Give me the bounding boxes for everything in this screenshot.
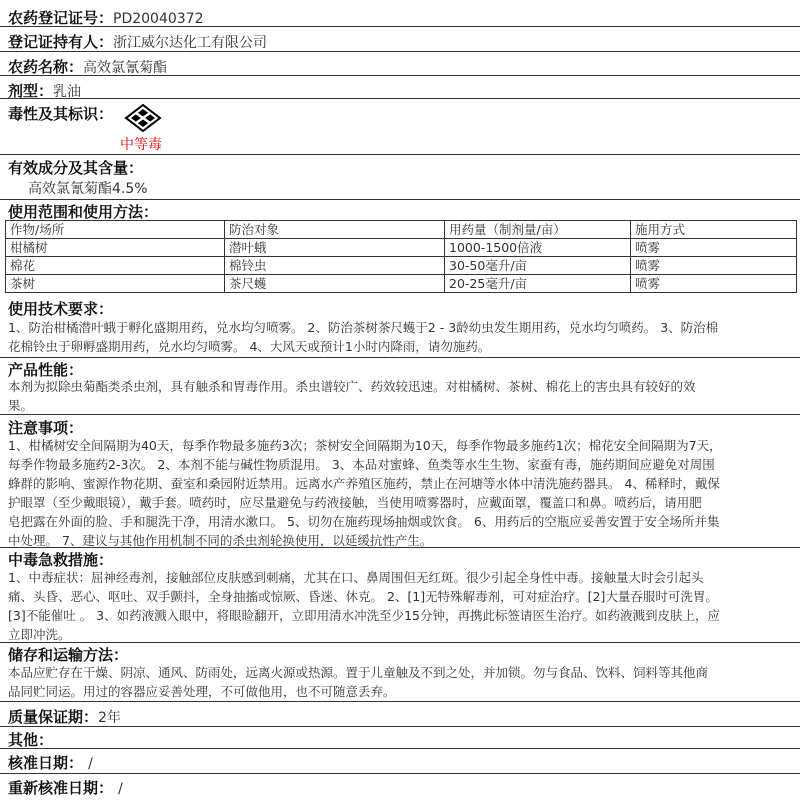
table-row [6, 275, 797, 293]
cautions-label: 注意事项： [8, 419, 84, 437]
approved-row [0, 750, 800, 774]
approved-label: 核准日期： [8, 754, 84, 772]
approved-value: / [88, 756, 93, 772]
table-header-cell: 用药量（制剂量/亩） [445, 221, 631, 239]
firstaid-line: 立即冲洗。 [8, 627, 71, 642]
other-label: 其他： [8, 731, 54, 749]
tech-line: 1、防治柑橘潜叶蛾于孵化盛期用药，兑水均匀喷雾。 2、防治茶树茶尺蠖于2 - 3龄幼虫发生期用药，兑水均匀喷药。 3、防治棉 [8, 320, 719, 335]
table-row [6, 257, 797, 275]
table-cell: 20-25毫升/亩 [445, 275, 631, 293]
performance-line: 本剂为拟除虫菊酯类杀虫剂，具有触杀和胃毒作用。杀虫谱较广、药效较迅速。对柑橘树、茶树、棉花上的害虫具有较好的效 [8, 379, 696, 394]
table-row [6, 239, 797, 257]
usage-label: 使用范围和使用方法： [8, 203, 159, 221]
table-cell: 茶树 [6, 275, 225, 293]
storage-label: 储存和运输方法： [8, 646, 129, 664]
cautions-line: 护眼罩（至少戴眼镜），戴手套。喷药时，应尽量避免与药液接触，当使用喷雾器时，应戴面罩，覆盖口和鼻。喷药后，请用肥 [8, 495, 702, 510]
table-cell: 喷雾 [631, 275, 797, 293]
storage-line: 本品应贮存在干燥、阴凉、通风、防雨处，远离火源或热源。置于儿童触及不到之处，并加锁。勿与食品、饮料、饲料等其他商 [8, 665, 709, 680]
cautions-line: 蜂群的影响、蜜源作物花期、蚕室和桑园附近禁用。远离水产养殖区施药，禁止在河塘等水体中清洗施药器具。 4、稀释时，戴保 [8, 476, 720, 491]
table-header-row [6, 221, 797, 239]
firstaid-label: 中毒急救措施： [8, 551, 114, 569]
toxicity-row [0, 100, 800, 155]
cautions-section [0, 417, 800, 548]
warranty-value: 2年 [98, 710, 121, 726]
ingredient-value: 高效氯氰菊酯4.5% [28, 181, 148, 197]
toxicity-text: 中等毒 [120, 137, 162, 153]
table-cell: 喷雾 [631, 257, 797, 275]
reg-no-label: 农药登记证号： [8, 9, 114, 27]
name-value: 高效氯氰菊酯 [83, 60, 168, 76]
ingredient-row [0, 156, 800, 200]
storage-section [0, 644, 800, 702]
reapproved-label: 重新核准日期： [8, 779, 114, 797]
other-row [0, 728, 800, 749]
table-cell: 30-50毫升/亩 [445, 257, 631, 275]
performance-line: 果。 [8, 398, 34, 413]
performance-section [0, 359, 800, 415]
usage-table-wrap [0, 220, 800, 296]
warranty-row [0, 703, 800, 727]
reapproved-row [0, 775, 800, 800]
tech-line: 花棉铃虫于卵孵盛期用药，兑水均匀喷雾。 4、大风天或预计1小时内降雨，请勿施药。 [8, 339, 491, 354]
cautions-line: 每季作物最多施药2-3次。 2、本剂不能与碱性物质混用。 3、本品对蜜蜂、鱼类等水生生物、家蚕有毒，施药期间应避免对周围 [8, 457, 715, 472]
formulation-value: 乳油 [53, 84, 82, 100]
holder-row [0, 28, 800, 52]
table-cell: 1000-1500倍液 [445, 239, 631, 257]
table-cell: 喷雾 [631, 239, 797, 257]
firstaid-line: 1、中毒症状：屈神经毒剂，接触部位皮肤感到刺痛，尤其在口、鼻周围但无红斑。很少引起全身性中毒。接触量大时会引起头 [8, 570, 704, 585]
firstaid-section [0, 549, 800, 643]
table-header-cell: 作物/场所 [6, 221, 225, 239]
reapproved-value: / [118, 781, 123, 797]
tech-section [0, 298, 800, 358]
reg-no-value: PD20040372 [113, 11, 204, 27]
table-header-cell: 施用方式 [631, 221, 797, 239]
formulation-label: 剂型： [8, 82, 54, 100]
formulation-row [0, 77, 800, 99]
tech-label: 使用技术要求： [8, 300, 114, 318]
table-cell: 棉花 [6, 257, 225, 275]
reg-no-row [0, 0, 800, 27]
usage-title-row [0, 201, 800, 221]
warranty-label: 质量保证期： [8, 708, 99, 726]
table-cell: 柑橘树 [6, 239, 225, 257]
storage-line: 品同贮同运。用过的容器应妥善处理，不可做他用，也不可随意丢弃。 [8, 684, 396, 699]
ingredient-label: 有效成分及其含量： [8, 159, 144, 177]
table-cell: 茶尺蠖 [225, 275, 445, 293]
name-row [0, 53, 800, 76]
table-cell: 棉铃虫 [225, 257, 445, 275]
holder-label: 登记证持有人： [8, 33, 114, 51]
holder-value: 浙江威尔达化工有限公司 [113, 35, 268, 51]
table-header-cell: 防治对象 [225, 221, 445, 239]
performance-label: 产品性能： [8, 361, 84, 379]
cautions-line: 中处理。 7、建议与其他作用机制不同的杀虫剂轮换使用，以延缓抗性产生。 [8, 533, 433, 548]
firstaid-line: 痛、头昏、恶心、呕吐、双手颤抖，全身抽搐或惊厥、昏迷、休克。 2、[1]无特殊解毒剂，可对症治疗。[2]大量吞服时可洗胃。 [8, 589, 718, 604]
toxicity-diamond-icon [124, 104, 162, 132]
name-label: 农药名称： [8, 58, 84, 76]
toxicity-label: 毒性及其标识： [8, 105, 114, 123]
cautions-line: 1、柑橘树安全间隔期为40天，每季作物最多施药3次；茶树安全间隔期为10天，每季作物最多施药1次；棉花安全间隔期为7天， [8, 438, 722, 453]
cautions-line: 皂把露在外面的脸、手和腿洗干净，用清水漱口。 5、切勿在施药现场抽烟或饮食。 6、用药后的空瓶应妥善安置于安全场所并集 [8, 514, 720, 529]
firstaid-line: [3]不能催吐 。 3、如药液溅入眼中，将眼睑翻开，立即用清水冲洗至少15分钟，再携此标签请医生治疗。如药液溅到皮肤上，应 [8, 608, 721, 623]
usage-table [5, 220, 797, 293]
table-cell: 潜叶蛾 [225, 239, 445, 257]
